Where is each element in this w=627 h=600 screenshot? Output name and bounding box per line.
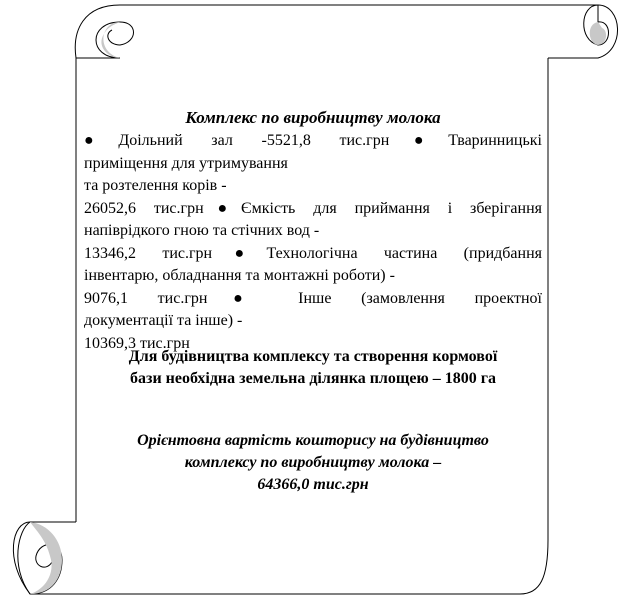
estimate-summary xyxy=(84,430,542,496)
cost-line: 26052,6 тис.грн●Ємкість для приймання і зберігання xyxy=(84,199,542,217)
cost-line: інвентарю, обладнання та монтажні роботи) - xyxy=(84,267,395,284)
cost-line: 13346,2 тис.грн●Технологічна частина (придбання xyxy=(84,244,542,262)
document-title: Комплекс по виробництву молока xyxy=(185,108,441,127)
cost-line: ●Доільний зал -5521,8 тис.грн●Тваринницькі xyxy=(84,132,542,149)
land-note-line: бази необхідна земельна ділянка площею – 1800 га xyxy=(130,370,496,387)
cost-line: та розтелення корів - xyxy=(84,177,227,194)
cost-breakdown xyxy=(84,130,542,355)
land-note-line: Для будівництва комплексу та створення кормової xyxy=(128,348,498,365)
estimate-total: 64366,0 тис.грн xyxy=(257,476,369,493)
top-scroll-roll xyxy=(75,5,617,58)
cost-line: 9076,1 тис.грн● Інше (замовлення проектної xyxy=(84,289,542,307)
bottom-scroll-roll xyxy=(13,522,76,594)
estimate-line: комплексу по виробництву молока – xyxy=(184,454,442,471)
cost-line: 10369,3 тис.грн xyxy=(84,334,190,352)
cost-line: документації та інше) - xyxy=(84,312,243,329)
estimate-line: Орієнтовна вартість кошторису на будівництво xyxy=(137,432,489,449)
cost-line: приміщення для утримування xyxy=(84,154,288,172)
cost-line: напіврідкого гною та стічних вод - xyxy=(84,222,320,239)
land-requirement-note xyxy=(84,346,542,390)
